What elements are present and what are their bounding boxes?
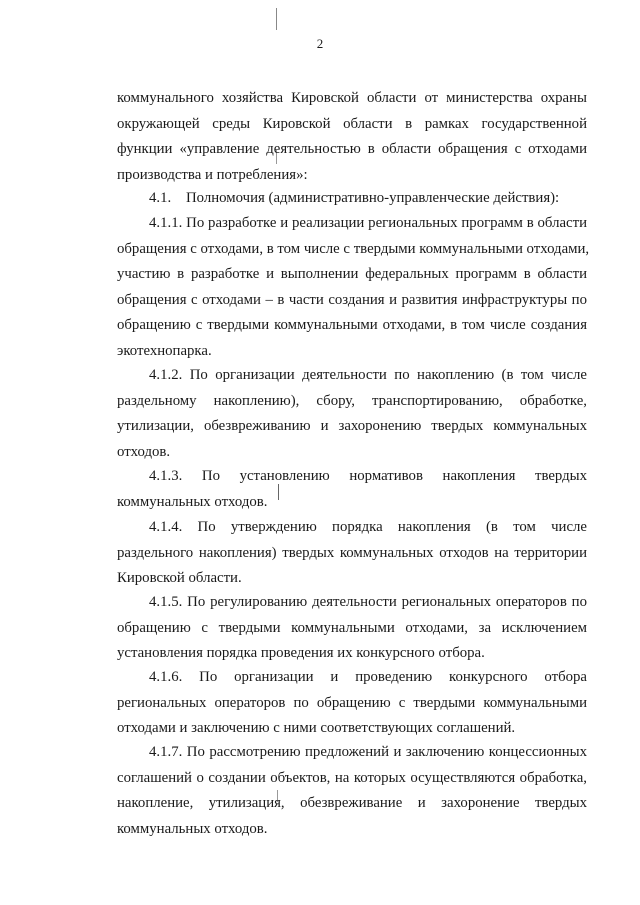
text-line: 4.1.5. По регулированию деятельности региональных операторов по: [149, 594, 587, 610]
text-line: обращению с твердыми коммунальными отходами, за исключением: [117, 619, 587, 636]
text-line: экотехнопарка.: [117, 342, 212, 359]
text-line: участию в разработке и выполнении федеральных программ в области: [117, 266, 587, 283]
text-line: региональных операторов по обращению с твердыми коммунальными: [117, 694, 587, 711]
text-line: 4.1.4. По утверждению порядка накопления (в том числе: [149, 519, 587, 535]
paragraph-4-1-1: [117, 211, 590, 365]
text-line: 4.1.7. По рассмотрению предложений и заключению концессионных: [149, 744, 587, 760]
paragraph-continuation: [117, 86, 587, 188]
paragraph-4-1-4: [117, 515, 587, 592]
text-line: 4.1.2. По организации деятельности по накоплению (в том числе: [149, 367, 587, 383]
text-line: Кировской области.: [117, 570, 242, 587]
page-number: 2: [316, 36, 324, 51]
text-line: отходов.: [117, 443, 171, 460]
text-line: обращения с отходами – в части создания и развития инфраструктуры по: [117, 291, 587, 308]
paragraph-4-1-7: [117, 740, 587, 842]
text-line: утилизации, обезвреживанию и захоронению твердых коммунальных: [117, 418, 587, 435]
text-line: коммунальных отходов.: [117, 820, 268, 837]
text-line: производства и потребления»:: [117, 166, 308, 183]
paragraph-4-1: [117, 186, 587, 212]
text-line: раздельного накопления) твердых коммунальных отходов на территории: [117, 544, 587, 561]
text-line: накопление, утилизация, обезвреживание и захоронение твердых: [117, 795, 587, 812]
text-line: 4.1.6. По организации и проведению конкурсного отбора: [149, 669, 587, 685]
text-line: установления порядка проведения их конкурсного отбора.: [117, 645, 485, 662]
paragraph-4-1-2: [117, 363, 587, 465]
text-line: 4.1.1. По разработке и реализации региональных программ в области: [149, 215, 587, 231]
text-line: отходами и заключению с ними соответствующих соглашений.: [117, 720, 516, 737]
text-line: 4.1.3. По установлению нормативов накопления твердых: [149, 468, 587, 484]
paragraph-4-1-5: [117, 590, 587, 667]
paragraph-4-1-6: [117, 665, 587, 742]
paragraph-4-1-3: [117, 464, 587, 515]
text-line: раздельному накоплению), сбору, транспортированию, обработке,: [117, 392, 587, 409]
text-line: окружающей среды Кировской области в рамках государственной: [117, 115, 587, 132]
scan-mark: [276, 8, 277, 30]
text-line: коммунальных отходов.: [117, 493, 268, 510]
text-line: соглашений о создании объектов, на которых осуществляются обработка,: [117, 769, 587, 786]
text-line: коммунального хозяйства Кировской области от министерства охраны: [117, 90, 587, 106]
text-line: обращения с отходами, в том числе с твердыми коммунальными отходами,: [117, 240, 590, 257]
text-line: функции «управление деятельностью в области обращения с отходами: [117, 141, 587, 158]
text-line: 4.1. Полномочия (административно-управленческие действия):: [149, 190, 560, 206]
text-line: обращению с твердыми коммунальными отходами, в том числе создания: [117, 317, 587, 334]
